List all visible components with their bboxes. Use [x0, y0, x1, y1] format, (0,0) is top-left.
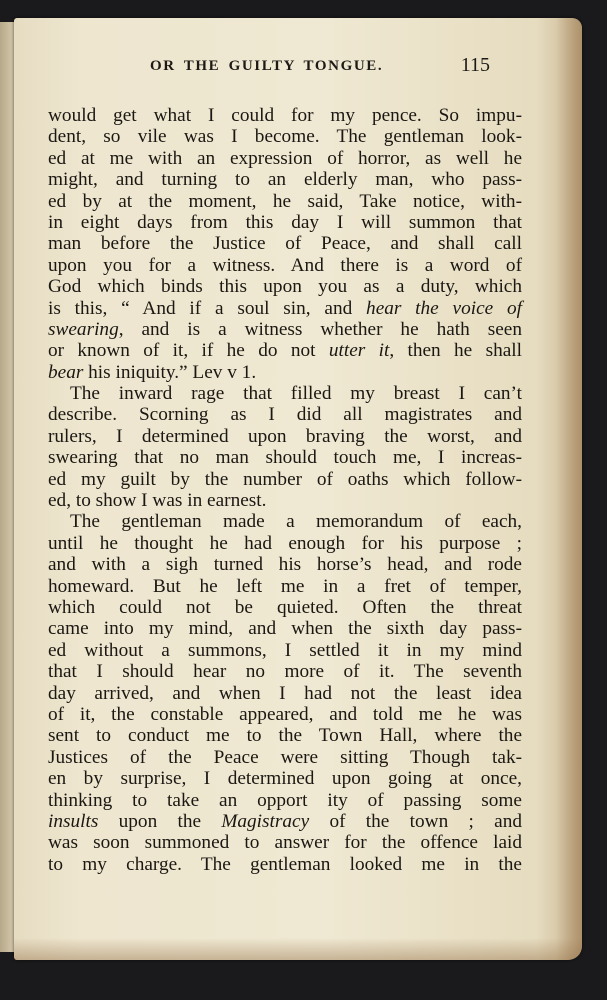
text-line: ed by at the moment, he said, Take notice, with- [48, 190, 522, 212]
text-line: The gentleman made a memorandum of each, [70, 511, 522, 533]
text-line: describe. Scorning as I did all magistrates and [48, 404, 522, 426]
text-line: day arrived, and when I had not the least idea [48, 682, 522, 704]
book-page [14, 18, 582, 960]
text-line [48, 319, 522, 340]
text-line: and with a sigh turned his horse’s head, and rode [48, 554, 522, 576]
text-line: Justices of the Peace were sitting Though tak- [48, 746, 522, 768]
italic-text-run: hear the voice of [366, 297, 523, 319]
text-line: which could not be quieted. Often the threat [48, 596, 522, 618]
text-line: to my charge. The gentleman looked me in the [48, 853, 522, 875]
text-line: would get what I could for my pence. So impu- [48, 105, 522, 126]
text-line: came into my mind, and when the sixth day pass- [48, 618, 522, 640]
text-run: of the town ; and [309, 810, 522, 832]
italic-text-run: bear [48, 361, 84, 383]
text-line: ed at me with an expression of horror, as well he [48, 147, 522, 169]
text-run: or known of it, if he do not [48, 340, 329, 362]
text-line: might, and turning to an elderly man, who pass- [48, 169, 522, 191]
page-edge-shadow [556, 18, 582, 960]
text-line: ed without a summons, I settled it in my mind [48, 639, 522, 661]
italic-text-run: insults [48, 810, 99, 832]
page-bottom-edge [14, 938, 582, 960]
text-line: was soon summoned to answer for the offence laid [48, 832, 522, 854]
text-line [48, 362, 522, 383]
text-line [48, 298, 522, 319]
text-line: that I should hear no more of it. The seventh [48, 661, 522, 683]
text-line: rulers, I determined upon braving the worst, and [48, 425, 522, 447]
text-run: is this, “ And if a soul sin, and [48, 297, 367, 319]
text-line: homeward. But he left me in a fret of temper, [48, 575, 522, 597]
text-line: upon you for a witness. And there is a word of [48, 254, 522, 276]
text-line: in eight days from this day I will summon that [48, 211, 522, 233]
page-number: 115 [460, 54, 490, 76]
text-line: sent to conduct me to the Town Hall, where the [48, 725, 522, 747]
text-line: thinking to take an opport ity of passing some [48, 789, 522, 811]
text-line: ed my guilt by the number of oaths which follow- [48, 468, 522, 490]
running-title: OR THE GUILTY TONGUE. [150, 58, 384, 74]
text-line: swearing that no man should touch me, I increas- [48, 447, 522, 469]
text-line: en by surprise, I determined upon going at once, [48, 768, 522, 790]
text-line [48, 340, 522, 361]
text-run: , then he shall [389, 340, 523, 362]
text-line: dent, so vile was I become. The gentleman look- [48, 126, 522, 148]
text-line: of it, the constable appeared, and told me he was [48, 703, 522, 725]
italic-text-run: swearing [48, 318, 119, 340]
text-line: ed, to show I was in earnest. [48, 490, 267, 512]
italic-text-run: utter it [328, 340, 390, 362]
text-line: until he thought he had enough for his purpose ; [48, 532, 522, 554]
text-line [48, 811, 522, 832]
italic-text-run: Magistracy [221, 810, 310, 832]
page-header [150, 54, 490, 78]
text-line: man before the Justice of Peace, and shall call [48, 233, 522, 255]
text-line: God which binds this upon you as a duty, which [48, 276, 522, 298]
text-run: , and is a witness whether he hath seen [118, 318, 522, 340]
body-text [48, 105, 522, 875]
text-line: The inward rage that filled my breast I can’t [70, 383, 522, 405]
text-run: upon the [98, 810, 222, 832]
text-run: his iniquity.” Lev v 1. [83, 361, 257, 383]
